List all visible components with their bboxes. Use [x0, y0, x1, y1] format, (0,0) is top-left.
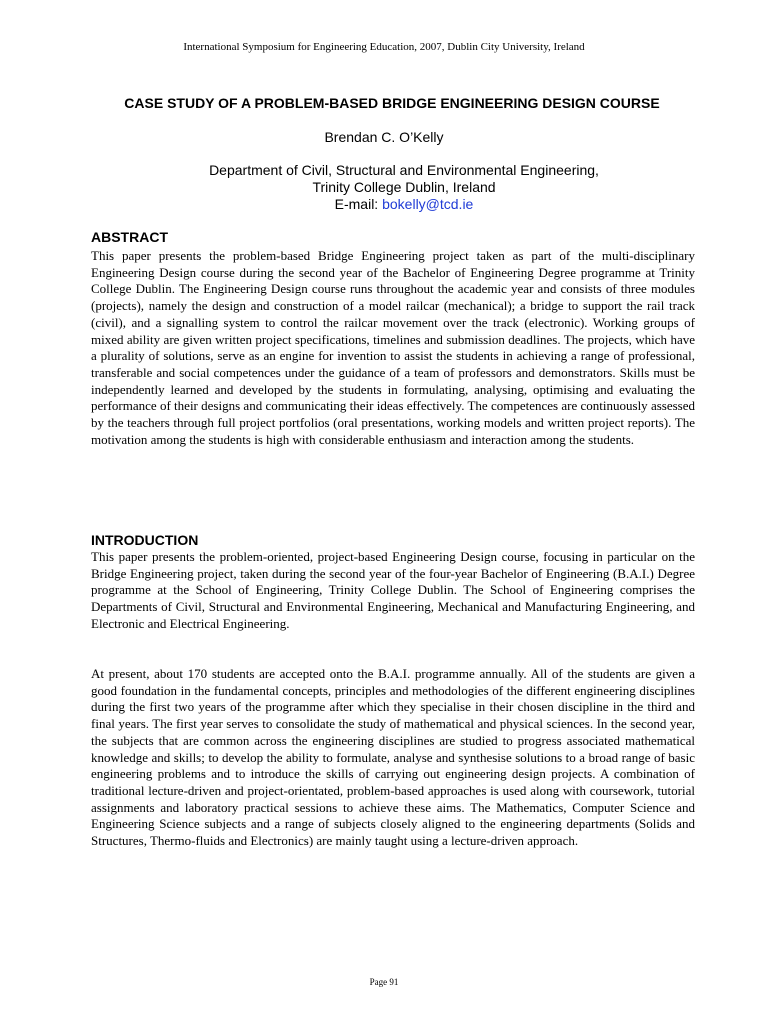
- author-name: Brendan C. O’Kelly: [324, 129, 444, 145]
- abstract-text: This paper presents the problem-based Bridge Engineering project taken as part of the multi-disciplinary Engineering Design course during the second year of the Bachelor of Engineering Degree programme at Trinity College Dublin. The Engineering Design course runs throughout the academic year and consists of three modules (projects), namely the design and construction of a model railcar (mechanical); a bridge to support the rail track (civil), and a signalling system to control the railcar movement over the track (electronic). Working groups of mixed ability are given written project specifications, timelines and submission deadlines. The projects, which have a plurality of solutions, serve as an engine for invention to assist the students in achieving a range of professional, transferable and social competences under the guidance of a team of professors and demonstrators. Skills must be independently learned and developed by the students in formulating, analysing, optimising and evaluating the performance of their designs and communicating their ideas effectively. The competences are continuously assessed by the teachers through full project portfolios (oral presentations, working models and written project reports). The motivation among the students is high with considerable enthusiasm and interaction among the students.: [91, 248, 695, 447]
- introduction-paragraph-2: At present, about 170 students are accepted onto the B.A.I. programme annually. All of the students are given a good foundation in the fundamental concepts, principles and methodologies of the different engineering disciplines during the first two years of the programme after which they specialise in their chosen discipline in the third and final years. The first year serves to consolidate the study of mathematical and physical sciences. In the second year, the subjects that are common across the engineering disciplines are studied to progress associated mathematical knowledge and skills; to develop the ability to formulate, analyse and synthesise solutions to a broad range of basic engineering problems and to introduce the skills of carrying out engineering design projects. A combination of traditional lecture-driven and project-orientated, problem-based approaches is used along with coursework, tutorial assignments and laboratory practical sessions to achieve these aims. The Mathematics, Computer Science and Engineering Science subjects and a range of subjects closely aligned to the engineering departments (Solids and Structures, Thermo-fluids and Electronics) are mainly taught using a lecture-driven approach.: [91, 666, 695, 849]
- running-header: International Symposium for Engineering Education, 2007, Dublin City University, Ireland: [183, 41, 585, 53]
- abstract-heading: ABSTRACT: [91, 229, 168, 245]
- author-affiliation: [0, 162, 768, 213]
- affiliation-email-line: [0, 196, 768, 213]
- paper-title: CASE STUDY OF A PROBLEM-BASED BRIDGE ENGINEERING DESIGN COURSE: [124, 95, 660, 111]
- affiliation-department: Department of Civil, Structural and Environmental Engineering,: [209, 162, 599, 178]
- introduction-paragraph-1: This paper presents the problem-oriented, project-based Engineering Design course, focusing in particular on the Bridge Engineering project, taken during the second year of the four-year Bachelor of Engineering (B.A.I.) Degree programme at the School of Engineering, Trinity College Dublin. The School of Engineering comprises the Departments of Civil, Structural and Environmental Engineering, Mechanical and Manufacturing Engineering, and Electronic and Electrical Engineering.: [91, 549, 695, 631]
- email-label: E-mail:: [334, 196, 379, 212]
- affiliation-institution: Trinity College Dublin, Ireland: [312, 179, 496, 195]
- email-link[interactable]: bokelly@tcd.ie: [382, 196, 474, 212]
- page-number: Page 91: [369, 977, 399, 987]
- introduction-heading: INTRODUCTION: [91, 532, 199, 548]
